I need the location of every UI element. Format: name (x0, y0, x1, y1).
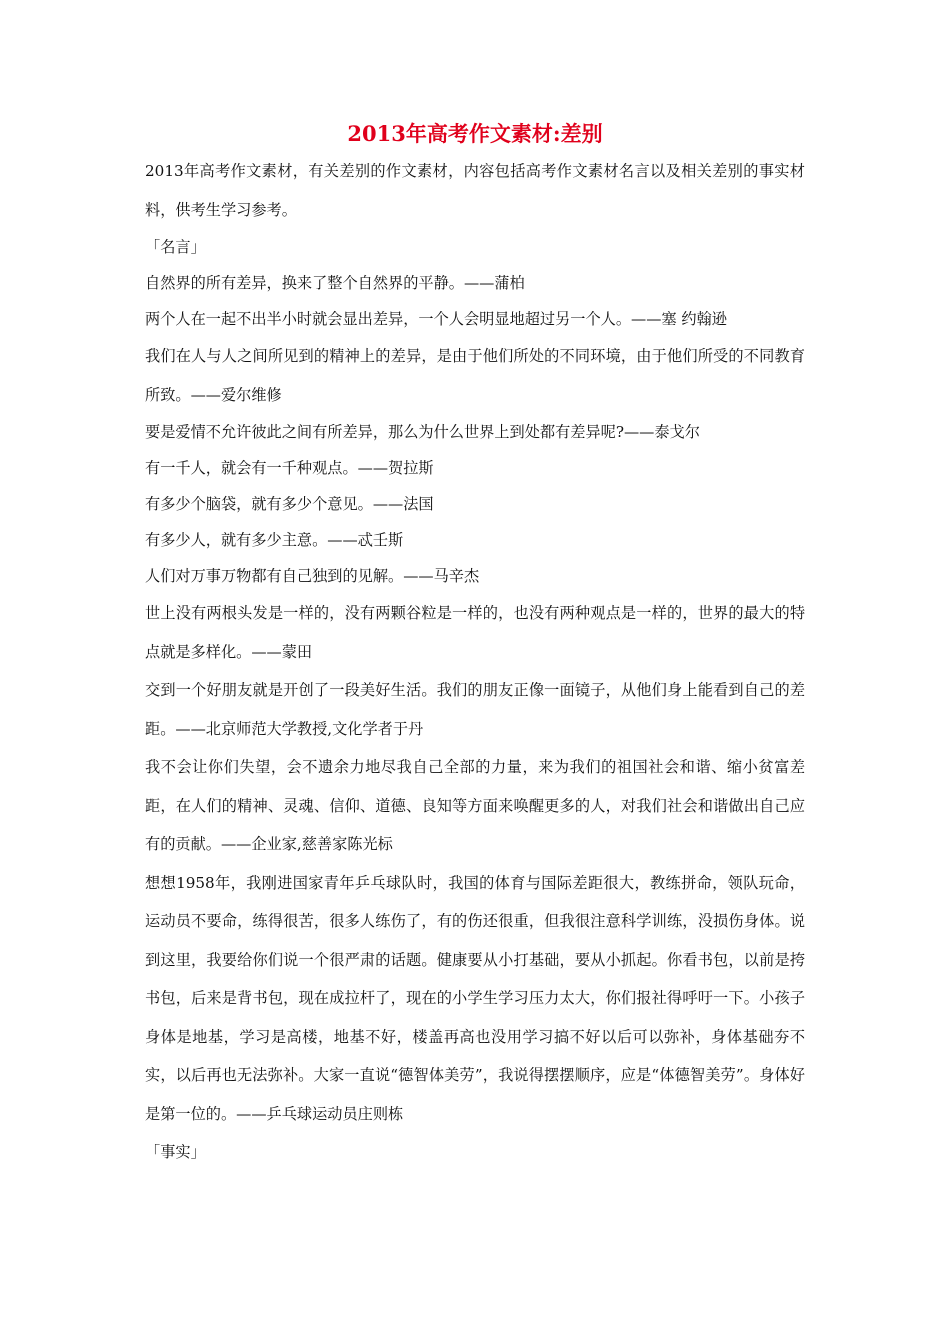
quote-paragraph: 有一千人，就会有一千种观点。——贺拉斯 (145, 459, 434, 477)
quote-paragraph: 两个人在一起不出半小时就会显出差异，一个人会明显地超过另一个人。——塞 约翰逊 (145, 310, 727, 328)
quote-paragraph: 有多少个脑袋，就有多少个意见。——法国 (145, 495, 434, 513)
section-heading-facts: 「事实」 (145, 1143, 206, 1161)
quote-paragraph: 自然界的所有差异，换来了整个自然界的平静。——蒲柏 (145, 274, 525, 292)
quote-paragraph: 要是爱情不允许彼此之间有所差异，那么为什么世界上到处都有差异呢?——泰戈尔 (145, 423, 700, 441)
quote-paragraph: 我们在人与人之间所见到的精神上的差异，是由于他们所处的不同环境，由于他们所受的不同教育所致。——爱尔维修 (145, 347, 805, 404)
quote-paragraph: 世上没有两根头发是一样的，没有两颗谷粒是一样的，也没有两种观点是一样的，世界的最大的特点就是多样化。——蒙田 (145, 604, 805, 661)
quote-paragraph: 有多少人，就有多少主意。——忒壬斯 (145, 531, 404, 549)
document-title: 2013年高考作文素材:差别 (347, 121, 603, 146)
document-page (145, 118, 805, 1172)
quote-paragraph: 交到一个好朋友就是开创了一段美好生活。我们的朋友正像一面镜子，从他们身上能看到自己的差距。——北京师范大学教授,文化学者于丹 (145, 681, 805, 738)
section-heading-quotes: 「名言」 (145, 238, 206, 256)
quote-paragraph: 人们对万事万物都有自己独到的见解。——马辛杰 (145, 567, 480, 585)
intro-paragraph: 2013年高考作文素材，有关差别的作文素材，内容包括高考作文素材名言以及相关差别的事实材料，供考生学习参考。 (145, 162, 805, 219)
quote-paragraph: 我不会让你们失望，会不遗余力地尽我自己全部的力量，来为我们的祖国社会和谐、缩小贫富差距，在人们的精神、灵魂、信仰、道德、良知等方面来唤醒更多的人，对我们社会和谐做出自己应有的贡献。——企业家,慈善家陈光标 (145, 758, 805, 853)
quote-paragraph: 想想1958年，我刚进国家青年乒乓球队时，我国的体育与国际差距很大，教练拼命，领队玩命，运动员不要命，练得很苦，很多人练伤了，有的伤还很重，但我很注意科学训练，没损伤身体。说到这里，我要给你们说一个很严肃的话题。健康要从小打基础，要从小抓起。你看书包，以前是挎书包，后来是背书包，现在成拉杆了，现在的小学生学习压力太大，你们报社得呼吁一下。小孩子身体是地基，学习是高楼，地基不好，楼盖再高也没用学习搞不好以后可以弥补，身体基础夯不实，以后再也无法弥补。大家一直说“德智体美劳”，我说得摆摆顺序，应是“体德智美劳”。身体好是第一位的。——乒乓球运动员庄则栋 (145, 873, 805, 1123)
